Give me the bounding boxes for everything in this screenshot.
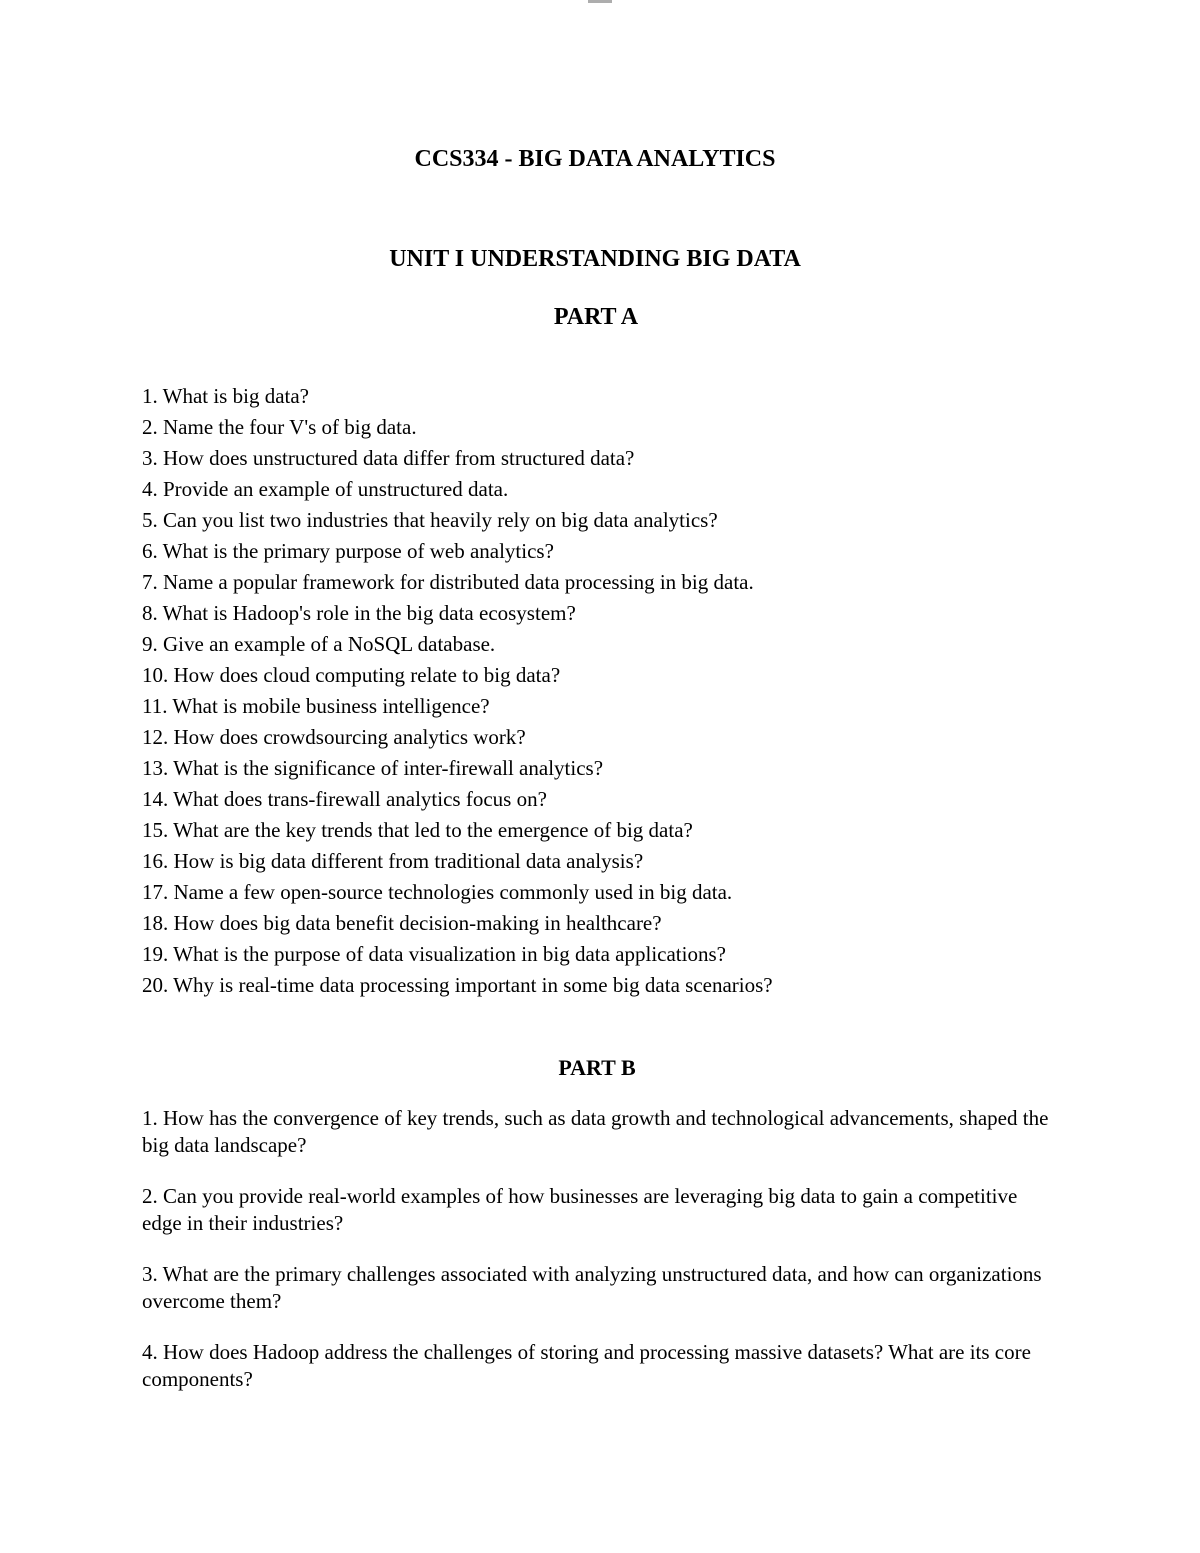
part-a-question: 12. How does crowdsourcing analytics work? (142, 725, 526, 749)
part-a-question: 3. How does unstructured data differ from structured data? (142, 446, 635, 470)
part-a-question: 16. How is big data different from traditional data analysis? (142, 849, 644, 873)
part-a-question: 10. How does cloud computing relate to big data? (142, 663, 561, 687)
part-a-question: 8. What is Hadoop's role in the big data ecosystem? (142, 601, 576, 625)
part-a-question: 11. What is mobile business intelligence? (142, 694, 490, 718)
part-b-question: 4. How does Hadoop address the challenges of storing and processing massive datasets? What are its core components? (142, 1340, 1031, 1391)
part-b-question: 2. Can you provide real-world examples of how businesses are leveraging big data to gain a competitive edge in their industries? (142, 1184, 1018, 1235)
document-title: CCS334 - BIG DATA ANALYTICS (414, 146, 776, 172)
part-a-question: 4. Provide an example of unstructured data. (142, 477, 509, 501)
part-a-question: 19. What is the purpose of data visualization in big data applications? (142, 942, 726, 966)
part-a-question: 14. What does trans-firewall analytics focus on? (142, 787, 547, 811)
part-b-question-list (142, 1105, 1062, 1417)
part-b-question: 1. How has the convergence of key trends, such as data growth and technological advancements, shaped the big data landscape? (142, 1106, 1049, 1157)
part-a-question: 18. How does big data benefit decision-making in healthcare? (142, 911, 662, 935)
part-a-question: 7. Name a popular framework for distributed data processing in big data. (142, 570, 754, 594)
unit-title: UNIT I UNDERSTANDING BIG DATA (389, 246, 801, 272)
part-a-question: 5. Can you list two industries that heavily rely on big data analytics? (142, 508, 718, 532)
part-a-question: 20. Why is real-time data processing important in some big data scenarios? (142, 973, 773, 997)
part-a-question: 1. What is big data? (142, 384, 309, 408)
part-b-heading: PART B (558, 1055, 636, 1080)
page-top-mark (588, 0, 612, 3)
part-a-question: 6. What is the primary purpose of web analytics? (142, 539, 554, 563)
part-a-heading: PART A (553, 304, 639, 330)
part-a-question-list (142, 381, 1142, 1001)
part-a-question: 15. What are the key trends that led to the emergence of big data? (142, 818, 693, 842)
part-a-question: 2. Name the four V's of big data. (142, 415, 417, 439)
part-a-question: 13. What is the significance of inter-firewall analytics? (142, 756, 604, 780)
part-b-question: 3. What are the primary challenges associated with analyzing unstructured data, and how can organizations overcome them? (142, 1262, 1042, 1313)
part-a-question: 9. Give an example of a NoSQL database. (142, 632, 496, 656)
part-a-question: 17. Name a few open-source technologies commonly used in big data. (142, 880, 733, 904)
